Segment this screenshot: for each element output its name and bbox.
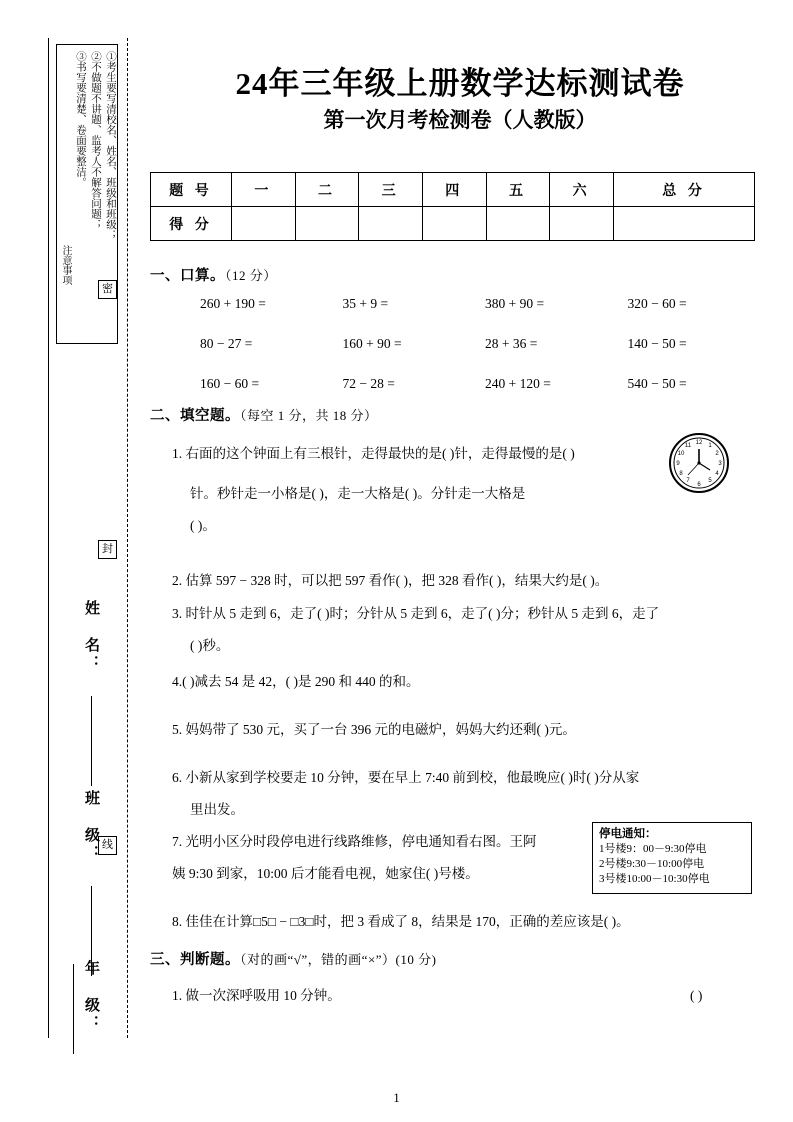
svg-text:9: 9 [676,461,680,467]
oral-item[interactable]: 140 − 50 = [627,336,687,351]
power-notice-title: 停电通知： [599,828,657,840]
oral-item[interactable]: 28 + 36 = [485,336,538,351]
svg-text:4: 4 [715,471,719,477]
question-3-1-answer-blank[interactable]: ( ) [690,988,703,1003]
oral-item[interactable]: 260 + 190 = [200,296,266,311]
score-header-cell: 六 [550,173,614,207]
student-grade-label: 年 级： [83,960,99,1033]
svg-text:7: 7 [686,478,690,484]
oral-item[interactable]: 72 − 28 = [342,376,395,391]
score-input-cell[interactable] [422,207,486,241]
question-2-5[interactable]: 5. 妈妈带了 530 元，买了一台 396 元的电磁炉，妈妈大约还剩( )元。 [172,722,576,737]
question-2-1-line-3[interactable]: ( )。 [190,518,216,533]
svg-text:8: 8 [679,471,683,477]
score-header-cell: 一 [232,173,296,207]
score-input-cell[interactable] [295,207,359,241]
oral-item[interactable]: 35 + 9 = [342,296,389,311]
page-title: 24年三年级上册数学达标测试卷 [235,66,685,101]
oral-row [200,296,770,312]
question-2-8[interactable]: 8. 佳佳在计算□5□ − □3□时，把 3 看成了 8，结果是 170，正确的差应该是( )。 [172,914,630,929]
seal-char-2: 封 [98,540,117,559]
oral-item[interactable]: 320 − 60 = [627,296,687,311]
page-subtitle: 第一次月考检测卷（人教版） [323,108,597,132]
question-2-2[interactable]: 2. 估算 597 − 328 时，可以把 597 看作( )，把 328 看作( )，结果大约是( )。 [172,573,609,588]
power-notice-line-1: 1号楼9：00－9:30停电 [599,843,707,855]
svg-text:3: 3 [718,461,722,467]
oral-row [200,336,770,352]
student-name-label: 姓 名： [83,600,99,673]
svg-text:10: 10 [677,451,685,457]
student-grade-line [73,964,74,1054]
score-header-cell: 五 [486,173,550,207]
section-2-heading [150,404,378,425]
oral-item[interactable]: 240 + 120 = [485,376,551,391]
section-1-points: （12 分） [225,268,277,283]
score-input-cell[interactable] [550,207,614,241]
oral-row [200,376,770,392]
question-2-3-line-2[interactable]: ( )秒。 [190,638,230,653]
section-2-points: （每空 1 分，共 18 分） [240,408,378,423]
table-row [151,207,755,241]
notice-item-1: ①考生要写清校名、姓名、班级和班级； [105,51,116,240]
oral-calculation-list [200,296,770,416]
power-outage-notice [592,822,752,894]
section-1-heading [150,264,277,285]
question-3-1[interactable]: 1. 做一次深呼吸用 10 分钟。 [172,988,341,1003]
seal-char-3: 线 [98,836,117,855]
score-header-cell: 总 分 [613,173,754,207]
question-2-6-line-1[interactable]: 6. 小新从家到学校要走 10 分钟，要在早上 7:40 前到校，他最晚应( )时( )分从家 [172,770,640,785]
student-class-label: 班 级： [83,790,99,863]
section-3-title: 三、判断题。 [150,952,240,968]
question-2-7-line-1[interactable]: 7. 光明小区分时段停电进行线路维修，停电通知看右图。王阿 [172,834,537,849]
student-name-field[interactable] [56,600,102,786]
score-table [150,172,755,241]
notice-label: 注意事项 [60,245,71,285]
question-2-1-line-1[interactable]: 1. 右面的这个钟面上有三根针，走得最快的是( )针，走得最慢的是( ) [172,446,575,461]
svg-text:6: 6 [697,482,701,488]
notice-item-2: ②不做题不讲题、监考人不解答问题； [90,51,101,230]
student-name-line [91,696,92,786]
score-input-cell[interactable] [232,207,296,241]
question-2-4[interactable]: 4.( )减去 54 是 42，( )是 290 和 440 的和。 [172,674,420,689]
question-2-3-line-1[interactable]: 3. 时针从 5 走到 6，走了( )时；分针从 5 走到 6，走了( )分；秒针从 5 走到 6，走了 [172,606,660,621]
question-2-1-line-2[interactable]: 针。秒针走一小格是( )，走一大格是( )。分针走一大格是 [190,486,526,501]
svg-text:2: 2 [715,451,719,457]
question-2-7-line-2[interactable]: 姨 9:30 到家，10:00 后才能看电视，她家住( )号楼。 [172,866,479,881]
score-input-cell[interactable] [486,207,550,241]
oral-item[interactable]: 540 − 50 = [627,376,687,391]
student-class-field[interactable] [56,790,102,976]
score-label-cell: 得 分 [151,207,232,241]
score-header-cell: 二 [295,173,359,207]
oral-item[interactable]: 80 − 27 = [200,336,253,351]
question-2-6-line-2[interactable]: 里出发。 [190,802,244,817]
oral-item[interactable]: 160 − 60 = [200,376,260,391]
notice-box [56,44,118,344]
svg-text:12: 12 [695,440,703,446]
score-header-cell: 题 号 [151,173,232,207]
clock-icon [668,432,730,494]
svg-text:5: 5 [708,478,712,484]
section-3-heading [150,948,436,969]
section-2-title: 二、填空题。 [150,408,240,424]
oral-item[interactable]: 380 + 90 = [485,296,545,311]
score-input-cell[interactable] [613,207,754,241]
seal-char-1: 密 [98,280,117,299]
score-header-cell: 三 [359,173,423,207]
power-notice-line-3: 3号楼10:00－10:30停电 [599,873,710,885]
svg-text:11: 11 [684,443,692,449]
power-notice-line-2: 2号楼9:30－10:00停电 [599,858,705,870]
page-number: 1 [393,1090,400,1105]
section-3-points: （对的画“√”，错的画“×”）(10 分) [240,952,437,967]
svg-text:1: 1 [708,443,712,449]
notice-item-3: ③书写要清楚、卷面要整洁。 [75,51,86,188]
table-row [151,173,755,207]
score-input-cell[interactable] [359,207,423,241]
section-1-title: 一、口算。 [150,268,225,284]
oral-item[interactable]: 160 + 90 = [342,336,402,351]
score-header-cell: 四 [422,173,486,207]
